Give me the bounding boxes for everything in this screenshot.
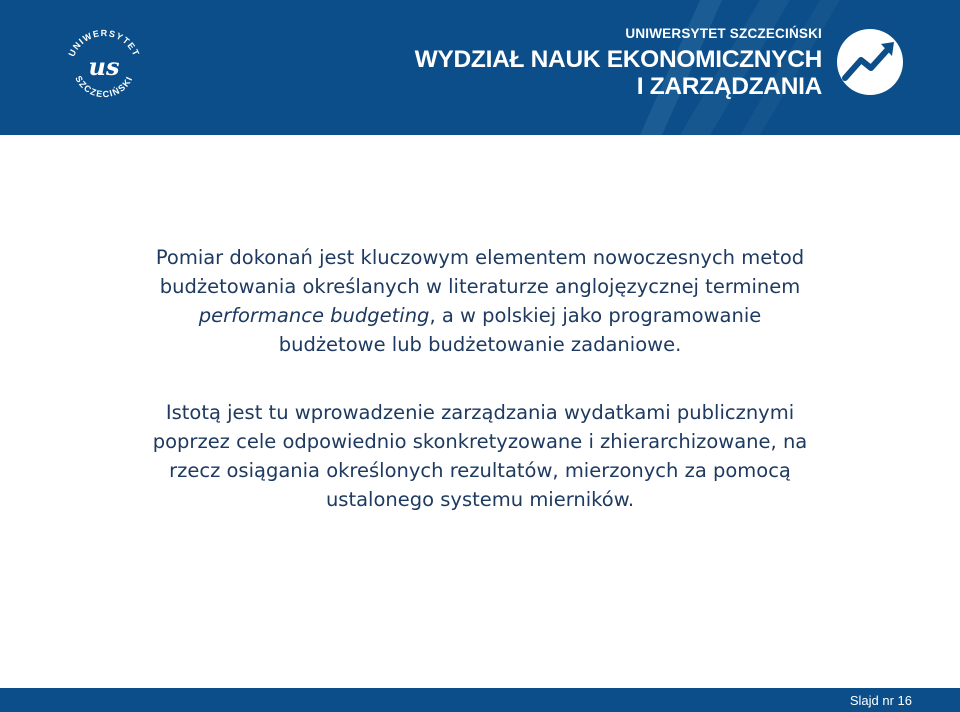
slide-number: Slajd nr 16 bbox=[849, 693, 912, 708]
paragraph1-line2: budżetowania określanych w literaturze anglojęzycznej terminem bbox=[159, 275, 801, 298]
paragraph2-line2: poprzez cele odpowiednio skonkretyzowane i zhierarchizowane, na bbox=[152, 430, 808, 453]
seal-monogram: us bbox=[88, 52, 120, 81]
faculty-name bbox=[415, 46, 822, 100]
paragraph2-line3: rzecz osiągania określonych rezultatów, mierzonych za pomocą bbox=[169, 459, 791, 482]
paragraph1-line3-rest: , a w polskiej jako programowanie bbox=[429, 304, 762, 327]
header-banner bbox=[0, 0, 960, 135]
footer-bar bbox=[0, 688, 960, 712]
faculty-name-line1: WYDZIAŁ NAUK EKONOMICZNYCH bbox=[414, 46, 822, 73]
paragraph2-line4: ustalonego systemu mierników. bbox=[325, 488, 635, 511]
paragraph1-line1: Pomiar dokonań jest kluczowym elementem nowoczesnych metod bbox=[155, 246, 805, 269]
paragraph1-line3 bbox=[40, 301, 920, 330]
paragraph2-line1: Istotą jest tu wprowadzenie zarządzania wydatkami publicznymi bbox=[165, 401, 795, 424]
paragraph-performance-budgeting bbox=[40, 243, 920, 359]
italic-term: performance budgeting bbox=[198, 304, 430, 327]
paragraph-essence bbox=[40, 398, 920, 514]
university-name: UNIWERSYTET SZCZECIŃSKI bbox=[625, 26, 822, 41]
seal-top-text: UNIWERSYTET bbox=[66, 27, 142, 59]
rising-arrow-logo-icon bbox=[836, 28, 904, 96]
paragraph1-line4: budżetowe lub budżetowanie zadaniowe. bbox=[278, 333, 682, 356]
seal-bottom-text: SZCZECIŃSKI bbox=[73, 74, 135, 100]
faculty-name-line2: I ZARZĄDZANIA bbox=[636, 73, 822, 100]
university-seal-icon bbox=[62, 24, 146, 108]
